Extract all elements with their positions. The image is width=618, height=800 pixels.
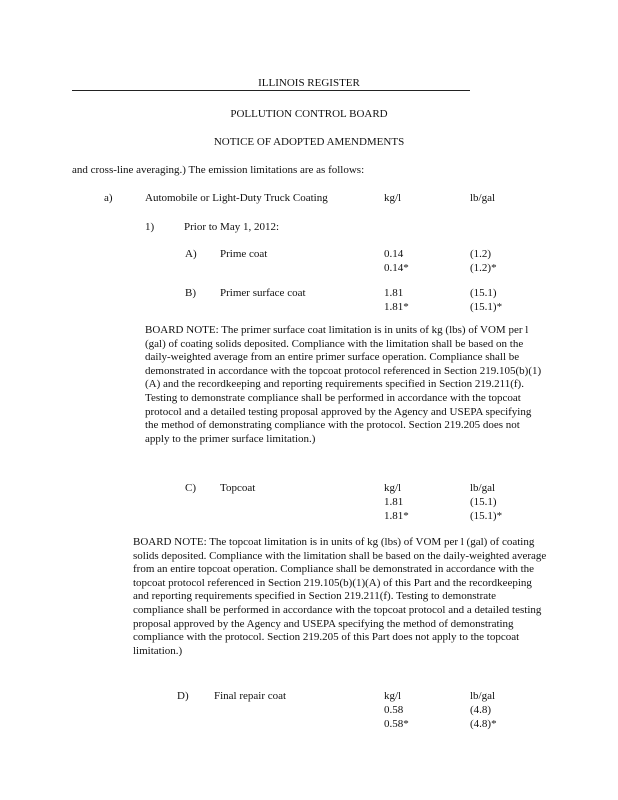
item-b-lb-2: (15.1)* bbox=[470, 301, 503, 313]
item-a-title: Prime coat bbox=[220, 248, 268, 260]
item-b-label: B) bbox=[185, 287, 196, 299]
intro-text: and cross-line averaging.) The emission limitations are as follows: bbox=[72, 164, 365, 176]
item-c-unit-kg: kg/l bbox=[384, 482, 402, 494]
item-b-kg-1: 1.81 bbox=[384, 287, 404, 299]
item-a-kg-2: 0.14* bbox=[384, 262, 409, 274]
item-c-lb-2: (15.1)* bbox=[470, 510, 503, 522]
item-d-unit-lb: lb/gal bbox=[470, 690, 496, 702]
item-a-lb-2: (1.2)* bbox=[470, 262, 497, 274]
item-1-title: Prior to May 1, 2012: bbox=[184, 221, 280, 233]
section-a-title: Automobile or Light-Duty Truck Coating bbox=[145, 192, 328, 204]
item-c-kg-2: 1.81* bbox=[384, 510, 409, 522]
item-b-title: Primer surface coat bbox=[220, 287, 306, 299]
board-title: POLLUTION CONTROL BOARD bbox=[230, 108, 388, 120]
item-d-label: D) bbox=[177, 690, 189, 702]
item-1-label: 1) bbox=[145, 221, 155, 233]
item-a-lb-1: (1.2) bbox=[470, 248, 492, 260]
item-d-lb-2: (4.8)* bbox=[470, 718, 497, 730]
item-b-kg-2: 1.81* bbox=[384, 301, 409, 313]
item-d-unit-kg: kg/l bbox=[384, 690, 402, 702]
section-a-unit-lb: lb/gal bbox=[470, 192, 496, 204]
item-c-unit-lb: lb/gal bbox=[470, 482, 496, 494]
board-note-primer: BOARD NOTE: The primer surface coat limitation is in units of kg (lbs) of VOM per l (gal) of coating solids deposited. Compliance with the limitation shall be based on the daily-weighted average from an entire primer surface operation. Compliance shall be demonstrated in accordance with the topcoat protocol referenced in Section 219.105(b)(1)(A) and the recordkeeping and reporting requirements specified in Section 219.211(f). Testing to demonstrate compliance shall be performed in accordance with the topcoat protocol and a detailed testing proposal approved by the Agency and USEPA specifying the method of demonstrating compliance with the protocol. Section 219.205 does not apply to the primer surface limitation.) bbox=[145, 324, 542, 445]
item-d-lb-1: (4.8) bbox=[470, 704, 492, 716]
header-rule bbox=[72, 90, 470, 91]
item-d-kg-2: 0.58* bbox=[384, 718, 409, 730]
item-a-label: A) bbox=[185, 248, 197, 260]
item-b-lb-1: (15.1) bbox=[470, 287, 497, 299]
item-d-kg-1: 0.58 bbox=[384, 704, 404, 716]
item-a-kg-1: 0.14 bbox=[384, 248, 404, 260]
item-c-title: Topcoat bbox=[220, 482, 256, 494]
notice-title: NOTICE OF ADOPTED AMENDMENTS bbox=[213, 136, 405, 148]
item-d-title: Final repair coat bbox=[214, 690, 287, 702]
section-a-label: a) bbox=[104, 192, 113, 204]
section-a-unit-kg: kg/l bbox=[384, 192, 402, 204]
item-c-lb-1: (15.1) bbox=[470, 496, 497, 508]
item-c-kg-1: 1.81 bbox=[384, 496, 404, 508]
register-title: ILLINOIS REGISTER bbox=[258, 77, 360, 89]
board-note-topcoat: BOARD NOTE: The topcoat limitation is in units of kg (lbs) of VOM per l (gal) of coating solids deposited. Compliance with the limitation shall be based on the daily-weighted average from an entire topcoat operation. Compliance shall be demonstrated in accordance with the topcoat protocol referenced in Section 219.105(b)(1)(A) of this Part and the recordkeeping and reporting requirements specified in Section 219.211(f). Testing to demonstrate compliance shall be performed in accordance with the topcoat protocol and a detailed testing proposal approved by the Agency and USEPA specifying the method of demonstrating compliance with the protocol. Section 219.205 of this Part does not apply to the topcoat limitation.) bbox=[133, 536, 547, 657]
item-c-label: C) bbox=[185, 482, 196, 494]
